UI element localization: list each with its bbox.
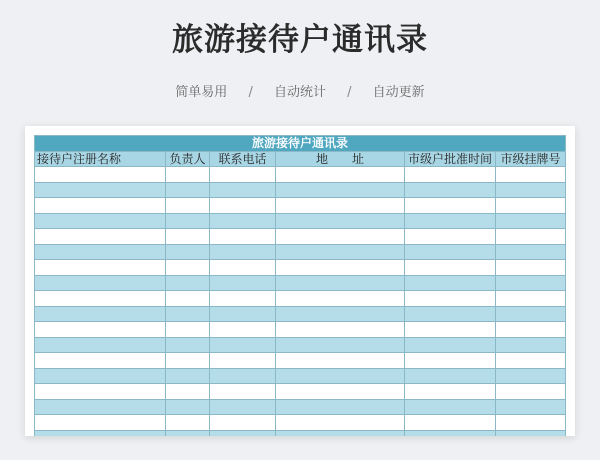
- table-cell[interactable]: [35, 353, 166, 369]
- table-cell[interactable]: [166, 384, 210, 400]
- sheet-title-row: [35, 136, 566, 152]
- table-cell[interactable]: [210, 182, 276, 198]
- table-cell[interactable]: [405, 260, 496, 276]
- table-cell[interactable]: [276, 275, 405, 291]
- page-title: 旅游接待户通讯录: [172, 22, 428, 58]
- separator: /: [248, 85, 253, 100]
- table-cell[interactable]: [35, 291, 166, 307]
- table-cell[interactable]: [166, 415, 210, 431]
- table-cell[interactable]: [35, 260, 166, 276]
- table-cell[interactable]: [276, 430, 405, 436]
- table-cell[interactable]: [405, 306, 496, 322]
- table-cell[interactable]: [35, 306, 166, 322]
- table-cell[interactable]: [166, 399, 210, 415]
- table-cell[interactable]: [276, 291, 405, 307]
- table-cell[interactable]: [496, 415, 566, 431]
- table-cell[interactable]: [405, 275, 496, 291]
- table-cell[interactable]: [405, 198, 496, 214]
- table-cell[interactable]: [35, 167, 166, 183]
- table-row: [35, 322, 566, 338]
- column-header[interactable]: 接待户注册名称: [35, 151, 166, 167]
- table-cell[interactable]: [276, 368, 405, 384]
- table-row: [35, 198, 566, 214]
- table-cell[interactable]: [496, 384, 566, 400]
- table-cell[interactable]: [35, 399, 166, 415]
- table-cell[interactable]: [276, 322, 405, 338]
- table-cell[interactable]: [405, 322, 496, 338]
- table-cell[interactable]: [166, 260, 210, 276]
- table-cell[interactable]: [496, 291, 566, 307]
- table-row: [35, 306, 566, 322]
- table-cell[interactable]: [496, 337, 566, 353]
- table-cell[interactable]: [210, 167, 276, 183]
- table-cell[interactable]: [276, 244, 405, 260]
- table-cell[interactable]: [35, 415, 166, 431]
- table-cell[interactable]: [210, 213, 276, 229]
- header-row: [35, 151, 566, 167]
- feature-item: 简单易用: [175, 85, 228, 100]
- table-body: [35, 167, 566, 437]
- table-cell[interactable]: [276, 260, 405, 276]
- table-cell[interactable]: [276, 198, 405, 214]
- table-row: [35, 260, 566, 276]
- feature-item: 自动更新: [372, 85, 425, 100]
- table-cell[interactable]: [210, 415, 276, 431]
- table-cell[interactable]: [35, 384, 166, 400]
- table-cell[interactable]: [210, 306, 276, 322]
- table-cell[interactable]: [405, 399, 496, 415]
- table-cell[interactable]: [276, 229, 405, 245]
- table-cell[interactable]: [276, 167, 405, 183]
- table-row: [35, 213, 566, 229]
- table-cell[interactable]: [496, 275, 566, 291]
- table-cell[interactable]: [166, 353, 210, 369]
- table-cell[interactable]: [210, 244, 276, 260]
- table-cell[interactable]: [276, 337, 405, 353]
- table-row: [35, 167, 566, 183]
- table-cell[interactable]: [210, 229, 276, 245]
- table-cell[interactable]: [496, 430, 566, 436]
- separator: /: [347, 85, 352, 100]
- spreadsheet-preview: [25, 126, 575, 436]
- table-cell[interactable]: [276, 399, 405, 415]
- table-row: [35, 430, 566, 436]
- table-cell[interactable]: [405, 229, 496, 245]
- table-cell[interactable]: [166, 198, 210, 214]
- table-row: [35, 291, 566, 307]
- table-cell[interactable]: [276, 415, 405, 431]
- table-cell[interactable]: [210, 198, 276, 214]
- table-cell[interactable]: [496, 182, 566, 198]
- table-cell[interactable]: [210, 430, 276, 436]
- table-cell[interactable]: [496, 322, 566, 338]
- table-cell[interactable]: [35, 275, 166, 291]
- table-cell[interactable]: [35, 182, 166, 198]
- table-cell[interactable]: [496, 399, 566, 415]
- table-cell[interactable]: [405, 430, 496, 436]
- table-cell[interactable]: [405, 337, 496, 353]
- table-cell[interactable]: [166, 275, 210, 291]
- table-cell[interactable]: [405, 415, 496, 431]
- feature-list: [0, 83, 600, 103]
- table-cell[interactable]: [166, 337, 210, 353]
- table-cell[interactable]: [405, 213, 496, 229]
- table-cell[interactable]: [210, 322, 276, 338]
- table-cell[interactable]: [210, 275, 276, 291]
- table-cell[interactable]: [210, 291, 276, 307]
- table-cell[interactable]: [166, 213, 210, 229]
- table-cell[interactable]: [35, 213, 166, 229]
- table-row: [35, 353, 566, 369]
- table-row: [35, 415, 566, 431]
- column-header[interactable]: 市级户批准时间: [405, 151, 496, 167]
- column-header[interactable]: 地 址: [276, 151, 405, 167]
- table-cell[interactable]: [166, 306, 210, 322]
- table-cell[interactable]: [210, 337, 276, 353]
- table-cell[interactable]: [405, 384, 496, 400]
- table-cell[interactable]: [210, 368, 276, 384]
- table-cell[interactable]: [405, 244, 496, 260]
- table-cell[interactable]: [276, 353, 405, 369]
- table-cell[interactable]: [166, 182, 210, 198]
- table-cell[interactable]: [35, 368, 166, 384]
- table-cell[interactable]: [35, 244, 166, 260]
- table-cell[interactable]: [496, 353, 566, 369]
- column-header[interactable]: 市级挂牌号: [496, 151, 566, 167]
- table-row: [35, 275, 566, 291]
- table-cell[interactable]: [166, 167, 210, 183]
- table-cell[interactable]: [166, 291, 210, 307]
- table-row: [35, 182, 566, 198]
- table-cell[interactable]: [496, 260, 566, 276]
- table-cell[interactable]: [35, 337, 166, 353]
- table-cell[interactable]: [35, 229, 166, 245]
- table-cell[interactable]: [166, 430, 210, 436]
- table-cell[interactable]: [276, 384, 405, 400]
- table-row: [35, 244, 566, 260]
- table-cell[interactable]: [405, 182, 496, 198]
- table-cell[interactable]: [166, 244, 210, 260]
- table-cell[interactable]: [35, 198, 166, 214]
- contact-table: [34, 135, 566, 436]
- table-cell[interactable]: [405, 167, 496, 183]
- table-cell[interactable]: [405, 368, 496, 384]
- table-cell[interactable]: [166, 368, 210, 384]
- table-cell[interactable]: [35, 430, 166, 436]
- table-cell[interactable]: [496, 229, 566, 245]
- table-cell[interactable]: [210, 384, 276, 400]
- sheet-title: 旅游接待户通讯录: [35, 136, 566, 152]
- table-cell[interactable]: [210, 399, 276, 415]
- table-cell[interactable]: [496, 244, 566, 260]
- table-cell[interactable]: [276, 213, 405, 229]
- table-row: [35, 368, 566, 384]
- column-header[interactable]: 联系电话: [210, 151, 276, 167]
- table-row: [35, 399, 566, 415]
- table-cell[interactable]: [405, 353, 496, 369]
- table-cell[interactable]: [210, 260, 276, 276]
- table-row: [35, 337, 566, 353]
- table-cell[interactable]: [276, 306, 405, 322]
- column-header[interactable]: 负责人: [166, 151, 210, 167]
- table-cell[interactable]: [405, 291, 496, 307]
- table-cell[interactable]: [496, 306, 566, 322]
- table-cell[interactable]: [35, 322, 166, 338]
- table-cell[interactable]: [496, 368, 566, 384]
- table-row: [35, 229, 566, 245]
- table-cell[interactable]: [496, 213, 566, 229]
- table-cell[interactable]: [166, 229, 210, 245]
- table-cell[interactable]: [496, 198, 566, 214]
- table-cell[interactable]: [210, 353, 276, 369]
- table-cell[interactable]: [496, 167, 566, 183]
- feature-item: 自动统计: [273, 85, 326, 100]
- table-cell[interactable]: [276, 182, 405, 198]
- table-cell[interactable]: [166, 322, 210, 338]
- table-row: [35, 384, 566, 400]
